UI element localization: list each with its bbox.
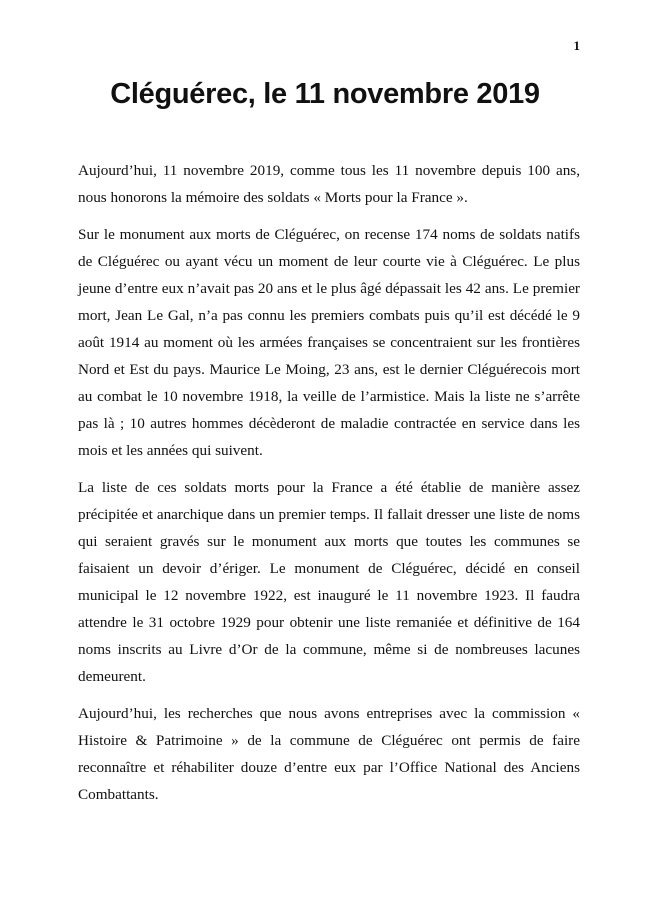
paragraph-intro: Aujourd’hui, 11 novembre 2019, comme tous les 11 novembre depuis 100 ans, nous honorons la mémoire des soldats « Morts pour la France ». [78,162,580,206]
document-title: Cléguérec, le 11 novembre 2019 [110,78,540,110]
page-number: 1 [573,38,580,53]
paragraph-monument: Sur le monument aux morts de Cléguérec, on recense 174 noms de soldats natifs de Cléguérec ou ayant vécu un moment de leur courte vie à Cléguérec. Le plus jeune d’entre eux n’avait pas 20 ans et le plus âgé dépassait les 42 ans. Le premier mort, Jean Le Gal, n’a pas connu les premiers combats puis qu’il est décédé le 9 août 1914 au moment où les armées françaises se concentraient sur les frontières Nord et Est du pays. Maurice Le Moing, 23 ans, est le dernier Cléguérecois mort au combat le 10 novembre 1918, la veille de l’armistice. Mais la liste ne s’arrête pas là ; 10 autres hommes décèderont de maladie contractée en service dans les mois et les années qui suivent. [78,226,580,459]
document-body [78,157,580,818]
paragraph-research: Aujourd’hui, les recherches que nous avons entreprises avec la commission « Histoire & Patrimoine » de la commune de Cléguérec ont permis de faire reconnaître et réhabiliter douze d’entre eux par l’Office National des Anciens Combattants. [78,705,580,803]
paragraph-list-history: La liste de ces soldats morts pour la France a été établie de manière assez précipitée et anarchique dans un premier temps. Il fallait dresser une liste de noms qui seraient gravés sur le monument aux morts que toutes les communes se faisaient un devoir d’ériger. Le monument de Cléguérec, décidé en conseil municipal le 12 novembre 1922, est inauguré le 11 novembre 1923. Il faudra attendre le 31 octobre 1929 pour obtenir une liste remaniée et définitive de 164 noms inscrits au Livre d’Or de la commune, même si de nombreuses lacunes demeurent. [78,479,580,685]
